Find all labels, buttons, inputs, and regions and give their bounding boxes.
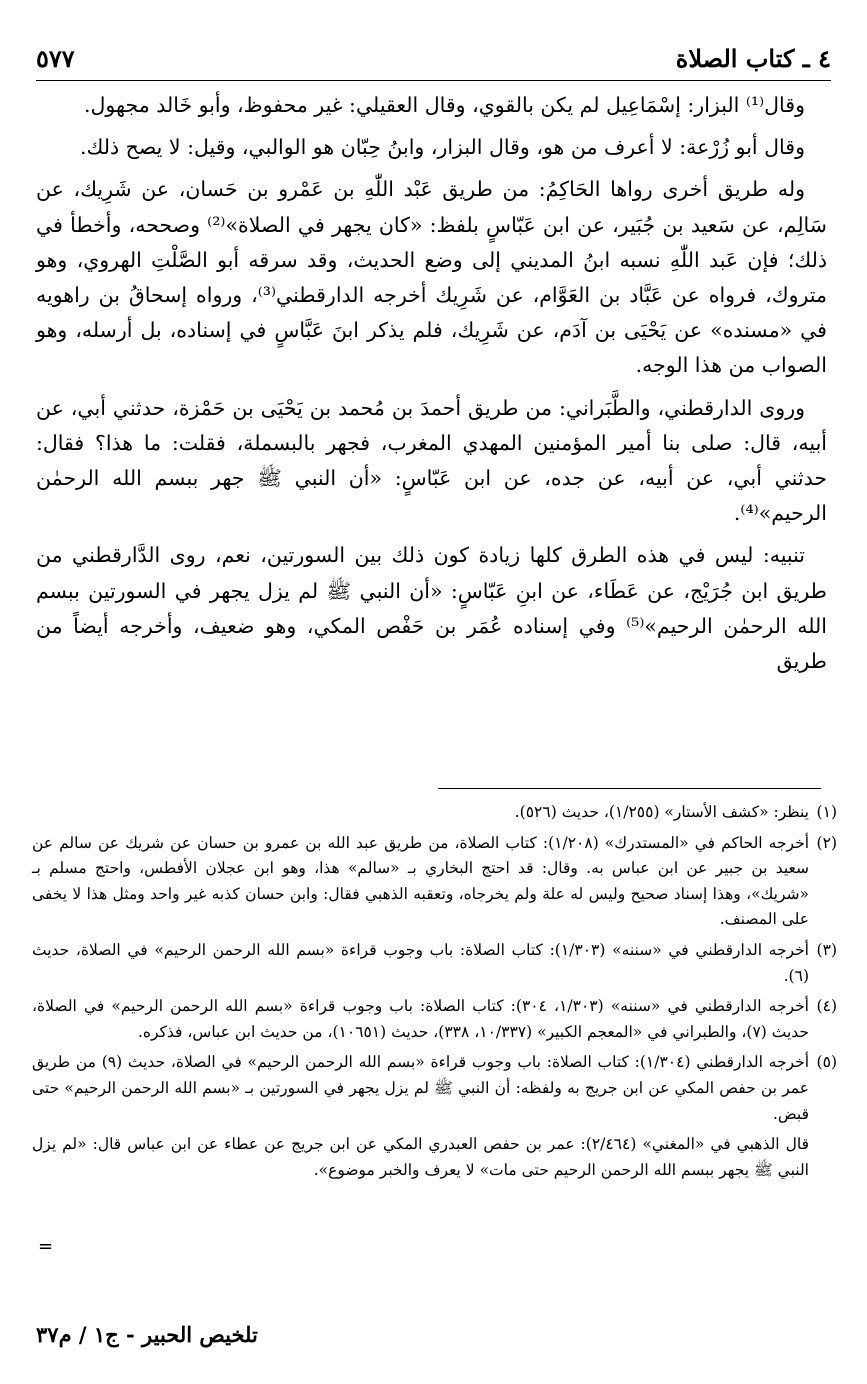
footnote-text: أخرجه الدارقطني في «سننه» (١/٣٠٣، ٣٠٤): كتاب الصلاة: باب وجوب قراءة «بسم الله الرحمن الرحيم» في الصلاة، حديث (٧)، والطبراني في «المعجم الكبير» (١٠/٣٣٧، ٣٣٨)، حديث (١٠٦٥١)، من حديث ابن عباس، فذكره.	[32, 997, 809, 1041]
paragraph: وله طريق أخرى رواها الحَاكِمُ: من طريق عَبْد اللّٰهِ بن عَمْرو بن حَسان، عن شَرِيك، عن سَالِم، عن سَعيد بن جُبَير، عن ابن عَبّاسٍ بلفظ: «كان يجهر في الصلاة»⁽²⁾ وصححه، وأخطأ في ذلك؛ فإن عَبد اللّٰهِ نسبه ابنُ المديني إلى وضع الحديث، وقد سرقه أبو الصَّلْتِ الهروي، وهو متروك، فرواه عن عَبَّاد بن العَوَّام، عن شَرِيك أخرجه الدارقطني⁽³⁾، ورواه إسحاقُ بن راهويه في «مسنده» عن يَحْيَى بن آدَم، عن شَرِيك، فلم يذكر ابنَ عَبَّاسٍ في إسناده، بل أرسله، وهو الصواب من هذا الوجه.	[36, 177, 827, 378]
header-rule	[36, 80, 831, 81]
footnote	[32, 1050, 837, 1127]
signature-footer: تلخيص الحبير - ج١ / م٣٧	[36, 1322, 258, 1347]
footnote-number: (٢)	[816, 833, 837, 852]
paragraph: وقال أبو زُرْعة: لا أعرف من هو، وقال البزار، وابنُ حِبّان هو الوالبي، وقيل: لا يصح ذلك.	[79, 135, 805, 160]
footnote-text: ينظر: «كشف الأستار» (١/٢٥٥)، حديث (٥٢٦).	[514, 803, 809, 821]
footnote	[32, 994, 837, 1045]
margin-mark: =	[38, 1236, 54, 1257]
footnotes	[32, 800, 837, 1188]
paragraph: وروى الدارقطني، والطَّبَراني: من طريق أحمدَ بن مُحمد بن يَحْيَى بن حَمْزة، حدثني أبي، عن أبيه، قال: صلى بنا أمير المؤمنين المهدي المغرب، فجهر بالبسملة، فقلت: ما هذا؟ فقال: حدثني أبي، عن أبيه، عن جده، عن ابن عَبّاسٍ: «أن النبي ﷺ جهر ببسم الله الرحمٰن الرحيم»⁽⁴⁾.	[36, 395, 827, 526]
paragraph: وقال⁽¹⁾ البزار: إسْمَاعِيل لم يكن بالقوي، وقال العقيلي: غير محفوظ، وأبو خَالد مجهول.	[84, 93, 805, 117]
page-number: ٥٧٧	[36, 44, 75, 73]
main-text	[36, 88, 827, 686]
footnote	[32, 831, 837, 933]
footnote	[32, 800, 837, 826]
footnote-text: أخرجه الدارقطني (١/٣٠٤): كتاب الصلاة: باب وجوب قراءة «بسم الله الرحمن الرحيم» في الصلاة، حديث (٩) من طريق عمر بن حفص المكي عن ابن جريج به ولفظه: أن النبي ﷺ لم يزل يجهر في السورتين بـ «بسم الله الرحمن الرحيم» حتى قبض.	[32, 1053, 809, 1123]
footnote-continuation	[32, 1132, 837, 1183]
paragraph: تنبيه: ليس في هذه الطرق كلها زيادة كون ذلك بين السورتين، نعم، روى الدَّارقطني من طريق ابن جُرَيْج، عن عَطَاء، عن ابنِ عَبّاسٍ: «أن النبي ﷺ لم يزل يجهر في السورتين ببسم الله الرحمٰن الرحيم»⁽⁵⁾ وفي إسناده عُمَر بن حَفْص المكي، وهو ضعيف، وأخرجه أيضاً من طريق	[36, 543, 827, 674]
footnote-number: (٣)	[816, 940, 837, 959]
footnote-rule	[438, 788, 821, 789]
footnote-number: (٥)	[816, 1053, 837, 1072]
footnote-number: (١)	[816, 803, 837, 821]
footnote-number: (٤)	[816, 997, 837, 1016]
chapter-title: ٤ ـ كتاب الصلاة	[675, 44, 831, 73]
footnote-text: أخرجه الدارقطني في «سننه» (١/٣٠٣): كتاب الصلاة: باب وجوب قراءة «بسم الله الرحمن الرحيم» في الصلاة، حديث (٦).	[32, 940, 809, 985]
footnote-text: أخرجه الحاكم في «المستدرك» (١/٢٠٨): كتاب الصلاة، من طريق عبد الله بن عمرو بن حسان عن شريك عن سالم عن سعيد بن جبير عن ابن عباس به. وقال: قد احتج البخاري بـ «سالم» هذا، وهو ابن عجلان الأفطس، واحتج مسلم بـ «شريك»، وهذا إسناد صحيح وليس له علة ولم يخرجاه، وتعقبه الذهبي فقال: وابن حسان كذبه غير واحد ومثل هذا لا يخفى على المصنف.	[32, 833, 809, 929]
footnote	[32, 938, 837, 989]
running-header	[36, 38, 831, 78]
footnote-text: قال الذهبي في «المغني» (٢/٤٦٤): عمر بن حفص العبدري المكي عن ابن جريج عن عطاء عن ابن عباس قال: «لم يزل النبي ﷺ يجهر ببسم الله الرحمن الرحيم حتى مات» لا يعرف والخبر موضوع».	[32, 1135, 809, 1179]
